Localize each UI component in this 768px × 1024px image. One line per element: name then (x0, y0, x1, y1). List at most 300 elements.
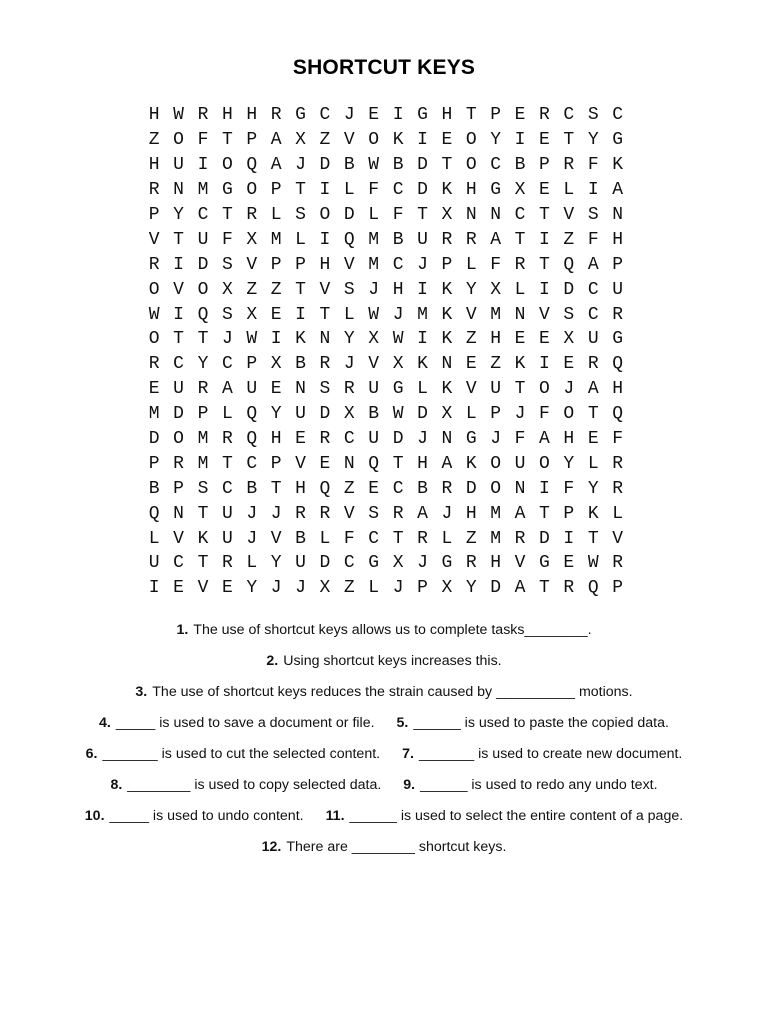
grid-letter: N (319, 329, 331, 350)
question-item (85, 808, 304, 824)
grid-letter: M (368, 229, 380, 250)
grid-letter: M (417, 304, 428, 325)
grid-letter: J (270, 578, 282, 599)
grid-letter: O (173, 429, 184, 450)
grid-letter: J (246, 528, 258, 549)
grid-row (142, 427, 630, 452)
grid-letter: D (417, 404, 428, 425)
grid-letter: O (197, 279, 209, 300)
grid-letter: C (587, 279, 599, 300)
grid-letter: E (270, 379, 282, 400)
question-number: 8. (110, 776, 123, 793)
grid-letter: I (539, 354, 550, 375)
grid-letter: E (368, 478, 380, 499)
grid-letter: R (221, 429, 233, 450)
grid-letter: R (173, 453, 184, 474)
grid-letter: R (465, 229, 477, 250)
grid-letter: Y (587, 130, 599, 151)
grid-letter: Z (246, 279, 258, 300)
grid-row (142, 128, 630, 153)
grid-letter: G (539, 553, 550, 574)
grid-letter: L (246, 553, 258, 574)
grid-row (142, 103, 630, 128)
grid-letter: L (148, 528, 160, 549)
grid-letter: T (197, 329, 209, 350)
grid-letter: J (221, 329, 233, 350)
grid-letter: R (417, 528, 428, 549)
grid-letter: A (587, 379, 599, 400)
question-number: 9. (403, 776, 416, 793)
grid-letter: C (319, 105, 331, 126)
grid-letter: R (343, 379, 355, 400)
grid-letter: G (392, 379, 404, 400)
grid-letter: V (319, 279, 331, 300)
grid-letter: K (441, 379, 453, 400)
grid-letter: V (343, 130, 355, 151)
grid-letter: H (417, 453, 428, 474)
question-number: 6. (85, 745, 98, 762)
grid-letter: K (514, 354, 526, 375)
grid-letter: V (197, 578, 209, 599)
question-number: 1. (176, 621, 189, 638)
grid-letter: H (490, 329, 502, 350)
grid-letter: H (612, 379, 624, 400)
grid-letter: T (173, 329, 184, 350)
grid-letter: X (295, 130, 306, 151)
grid-letter: L (587, 453, 599, 474)
grid-letter: T (270, 478, 282, 499)
grid-letter: H (465, 180, 477, 201)
grid-letter: A (490, 229, 502, 250)
grid-letter: L (441, 528, 453, 549)
grid-letter: V (270, 528, 282, 549)
grid-letter: U (221, 503, 233, 524)
grid-letter: G (612, 130, 624, 151)
grid-letter: H (246, 105, 258, 126)
grid-letter: E (465, 354, 477, 375)
grid-letter: Y (563, 453, 575, 474)
grid-letter: D (319, 155, 331, 176)
grid-letter: M (490, 503, 502, 524)
grid-letter: E (539, 329, 550, 350)
grid-letter: S (319, 379, 331, 400)
grid-letter: N (343, 453, 355, 474)
grid-letter: M (197, 429, 209, 450)
grid-letter: X (270, 354, 282, 375)
grid-letter: P (563, 503, 575, 524)
grid-letter: R (197, 105, 209, 126)
grid-letter: E (587, 429, 599, 450)
grid-letter: C (392, 180, 404, 201)
grid-letter: Q (343, 229, 355, 250)
grid-letter: E (563, 354, 575, 375)
grid-letter: U (148, 553, 160, 574)
grid-letter: X (392, 553, 404, 574)
grid-letter: D (417, 180, 428, 201)
question-line (0, 800, 768, 831)
grid-letter: T (392, 528, 404, 549)
grid-letter: I (148, 578, 160, 599)
grid-letter: L (319, 528, 331, 549)
grid-letter: L (514, 279, 526, 300)
grid-letter: B (295, 528, 306, 549)
grid-letter: D (392, 429, 404, 450)
grid-letter: O (465, 130, 477, 151)
grid-letter: G (612, 329, 624, 350)
grid-letter: O (563, 404, 575, 425)
question-line (0, 769, 768, 800)
grid-row (142, 227, 630, 252)
grid-letter: C (612, 105, 624, 126)
grid-letter: J (295, 578, 306, 599)
grid-letter: A (441, 453, 453, 474)
grid-letter: R (319, 429, 331, 450)
grid-letter: V (465, 304, 477, 325)
grid-letter: T (563, 130, 575, 151)
grid-letter: I (173, 254, 184, 275)
grid-letter: J (417, 254, 428, 275)
grid-letter: Y (465, 279, 477, 300)
grid-letter: M (270, 229, 282, 250)
grid-letter: D (539, 528, 550, 549)
grid-letter: O (490, 478, 502, 499)
grid-letter: D (319, 404, 331, 425)
grid-letter: G (368, 553, 380, 574)
grid-letter: P (612, 578, 624, 599)
grid-letter: R (539, 105, 550, 126)
grid-letter: R (612, 478, 624, 499)
grid-letter: K (392, 130, 404, 151)
grid-letter: O (490, 453, 502, 474)
grid-letter: T (514, 379, 526, 400)
grid-letter: C (392, 254, 404, 275)
grid-row (142, 402, 630, 427)
grid-letter: N (441, 354, 453, 375)
grid-row (142, 377, 630, 402)
grid-letter: I (270, 329, 282, 350)
grid-letter: G (465, 429, 477, 450)
grid-letter: R (319, 354, 331, 375)
grid-letter: I (197, 155, 209, 176)
grid-letter: W (246, 329, 258, 350)
grid-letter: T (197, 503, 209, 524)
grid-letter: Z (319, 130, 331, 151)
grid-letter: F (587, 155, 599, 176)
grid-letter: R (441, 478, 453, 499)
question-line (0, 707, 768, 738)
grid-letter: Q (612, 354, 624, 375)
grid-letter: K (441, 279, 453, 300)
grid-row (142, 203, 630, 228)
question-text: _______ is used to cut the selected content. (102, 745, 381, 762)
grid-letter: V (343, 254, 355, 275)
grid-letter: C (197, 205, 209, 225)
grid-letter: D (148, 429, 160, 450)
grid-letter: R (148, 180, 160, 201)
grid-letter: L (343, 180, 355, 201)
grid-letter: A (514, 578, 526, 599)
grid-letter: F (587, 229, 599, 250)
grid-letter: G (221, 180, 233, 201)
grid-letter: I (563, 528, 575, 549)
question-text: The use of shortcut keys allows us to complete tasks________. (193, 621, 592, 638)
grid-letter: N (295, 379, 306, 400)
grid-letter: K (441, 304, 453, 325)
grid-letter: O (368, 130, 380, 151)
grid-row (142, 476, 630, 501)
grid-letter: T (173, 229, 184, 250)
grid-letter: O (148, 279, 160, 300)
grid-letter: V (612, 528, 624, 549)
question-item (176, 622, 591, 638)
grid-letter: W (392, 329, 404, 350)
grid-letter: Z (148, 130, 160, 151)
grid-letter: X (490, 279, 502, 300)
grid-letter: H (465, 503, 477, 524)
grid-letter: S (368, 503, 380, 524)
grid-letter: V (173, 279, 184, 300)
grid-row (142, 451, 630, 476)
grid-row (142, 352, 630, 377)
grid-letter: C (221, 478, 233, 499)
grid-letter: I (539, 229, 550, 250)
grid-letter: N (612, 205, 624, 225)
grid-letter: J (392, 578, 404, 599)
grid-letter: L (270, 205, 282, 225)
grid-letter: U (173, 155, 184, 176)
grid-letter: R (612, 453, 624, 474)
grid-letter: T (392, 453, 404, 474)
grid-letter: R (465, 553, 477, 574)
grid-letter: P (270, 453, 282, 474)
grid-letter: G (490, 180, 502, 201)
grid-letter: R (612, 553, 624, 574)
grid-letter: Q (246, 429, 258, 450)
question-text: The use of shortcut keys reduces the strain caused by __________ motions. (152, 683, 633, 700)
grid-letter: E (221, 578, 233, 599)
question-number: 3. (135, 683, 148, 700)
grid-letter: F (514, 429, 526, 450)
grid-letter: H (319, 254, 331, 275)
grid-letter: J (343, 354, 355, 375)
grid-letter: C (221, 354, 233, 375)
question-item (403, 777, 657, 793)
grid-letter: S (197, 478, 209, 499)
question-line (0, 645, 768, 676)
grid-letter: I (539, 279, 550, 300)
grid-letter: T (465, 105, 477, 126)
grid-letter: D (465, 478, 477, 499)
grid-letter: F (392, 205, 404, 225)
grid-letter: E (514, 105, 526, 126)
grid-letter: F (612, 429, 624, 450)
grid-letter: L (465, 254, 477, 275)
grid-letter: Y (197, 354, 209, 375)
grid-letter: P (148, 205, 160, 225)
grid-letter: N (514, 304, 526, 325)
grid-letter: M (490, 304, 502, 325)
grid-letter: H (490, 553, 502, 574)
grid-letter: K (441, 180, 453, 201)
word-search-grid (142, 103, 630, 601)
grid-letter: Y (270, 553, 282, 574)
grid-letter: M (197, 180, 209, 201)
grid-letter: S (563, 304, 575, 325)
grid-letter: E (539, 180, 550, 201)
grid-letter: L (563, 180, 575, 201)
grid-letter: L (368, 205, 380, 225)
grid-letter: U (587, 329, 599, 350)
grid-letter: I (319, 180, 331, 201)
grid-letter: J (368, 279, 380, 300)
grid-row (142, 576, 630, 601)
grid-letter: D (173, 404, 184, 425)
grid-letter: Z (343, 578, 355, 599)
grid-letter: T (539, 578, 550, 599)
grid-letter: I (587, 180, 599, 201)
grid-letter: H (612, 229, 624, 250)
grid-letter: I (417, 130, 428, 151)
grid-letter: V (295, 453, 306, 474)
grid-letter: R (587, 354, 599, 375)
grid-letter: V (514, 553, 526, 574)
grid-letter: I (417, 329, 428, 350)
grid-letter: H (295, 478, 306, 499)
grid-letter: C (173, 354, 184, 375)
grid-letter: R (612, 304, 624, 325)
grid-letter: Y (343, 329, 355, 350)
grid-letter: B (392, 229, 404, 250)
grid-letter: T (441, 155, 453, 176)
grid-letter: R (246, 205, 258, 225)
grid-letter: K (295, 329, 306, 350)
grid-letter: O (148, 329, 160, 350)
grid-letter: H (148, 105, 160, 126)
grid-letter: C (173, 553, 184, 574)
grid-letter: M (148, 404, 160, 425)
page-title: SHORTCUT KEYS (292, 56, 476, 79)
grid-letter: N (514, 478, 526, 499)
grid-letter: Y (465, 578, 477, 599)
grid-letter: X (246, 229, 258, 250)
grid-letter: F (343, 528, 355, 549)
grid-letter: F (539, 404, 550, 425)
grid-letter: Z (270, 279, 282, 300)
grid-letter: O (319, 205, 331, 225)
grid-letter: B (295, 354, 306, 375)
grid-letter: V (368, 354, 380, 375)
grid-letter: K (465, 453, 477, 474)
question-text: There are ________ shortcut keys. (286, 838, 507, 855)
grid-letter: O (465, 155, 477, 176)
grid-letter: S (343, 279, 355, 300)
grid-letter: C (343, 429, 355, 450)
grid-letter: Y (246, 578, 258, 599)
grid-letter: F (368, 180, 380, 201)
grid-letter: L (612, 503, 624, 524)
grid-letter: Z (563, 229, 575, 250)
grid-letter: W (173, 105, 184, 126)
grid-letter: C (368, 528, 380, 549)
grid-letter: R (197, 379, 209, 400)
grid-letter: L (465, 404, 477, 425)
grid-letter: J (417, 553, 428, 574)
grid-letter: Z (465, 528, 477, 549)
grid-letter: X (392, 354, 404, 375)
grid-letter: K (197, 528, 209, 549)
grid-row (142, 551, 630, 576)
grid-letter: G (295, 105, 306, 126)
grid-letter: P (490, 404, 502, 425)
grid-letter: E (295, 429, 306, 450)
grid-letter: C (490, 155, 502, 176)
grid-letter: P (173, 478, 184, 499)
grid-letter: X (319, 578, 331, 599)
question-number: 11. (325, 807, 345, 824)
grid-letter: B (148, 478, 160, 499)
grid-letter: J (246, 503, 258, 524)
grid-letter: X (441, 404, 453, 425)
grid-letter: F (563, 478, 575, 499)
grid-row (142, 252, 630, 277)
question-text: ______ is used to select the entire content of a page. (349, 807, 684, 824)
grid-letter: D (417, 155, 428, 176)
question-line (0, 614, 768, 645)
grid-letter: S (221, 304, 233, 325)
grid-letter: T (295, 180, 306, 201)
grid-letter: C (343, 553, 355, 574)
question-item (402, 746, 682, 762)
grid-letter: D (490, 578, 502, 599)
grid-letter: A (417, 503, 428, 524)
grid-letter: V (539, 304, 550, 325)
grid-letter: V (343, 503, 355, 524)
grid-letter: I (319, 229, 331, 250)
grid-letter: E (270, 304, 282, 325)
grid-letter: U (612, 279, 624, 300)
grid-letter: H (270, 429, 282, 450)
grid-letter: H (441, 105, 453, 126)
grid-letter: X (343, 404, 355, 425)
grid-letter: Q (246, 155, 258, 176)
question-text: ______ is used to redo any undo text. (420, 776, 658, 793)
grid-letter: B (417, 478, 428, 499)
question-text: _____ is used to undo content. (109, 807, 304, 824)
grid-letter: C (514, 205, 526, 225)
grid-letter: Y (270, 404, 282, 425)
grid-letter: F (221, 229, 233, 250)
grid-letter: Q (197, 304, 209, 325)
grid-letter: W (368, 304, 380, 325)
grid-letter: J (563, 379, 575, 400)
grid-letter: W (368, 155, 380, 176)
question-line (0, 831, 768, 862)
grid-letter: E (173, 578, 184, 599)
grid-row (142, 153, 630, 178)
grid-letter: U (514, 453, 526, 474)
grid-letter: O (539, 379, 550, 400)
grid-letter: R (514, 254, 526, 275)
grid-row (142, 277, 630, 302)
question-text: ______ is used to paste the copied data. (413, 714, 669, 731)
grid-letter: S (295, 205, 306, 225)
grid-letter: A (270, 130, 282, 151)
question-item (262, 839, 507, 855)
grid-letter: Y (587, 478, 599, 499)
grid-letter: A (539, 429, 550, 450)
grid-letter: V (173, 528, 184, 549)
question-text: _______ is used to create new document. (418, 745, 683, 762)
